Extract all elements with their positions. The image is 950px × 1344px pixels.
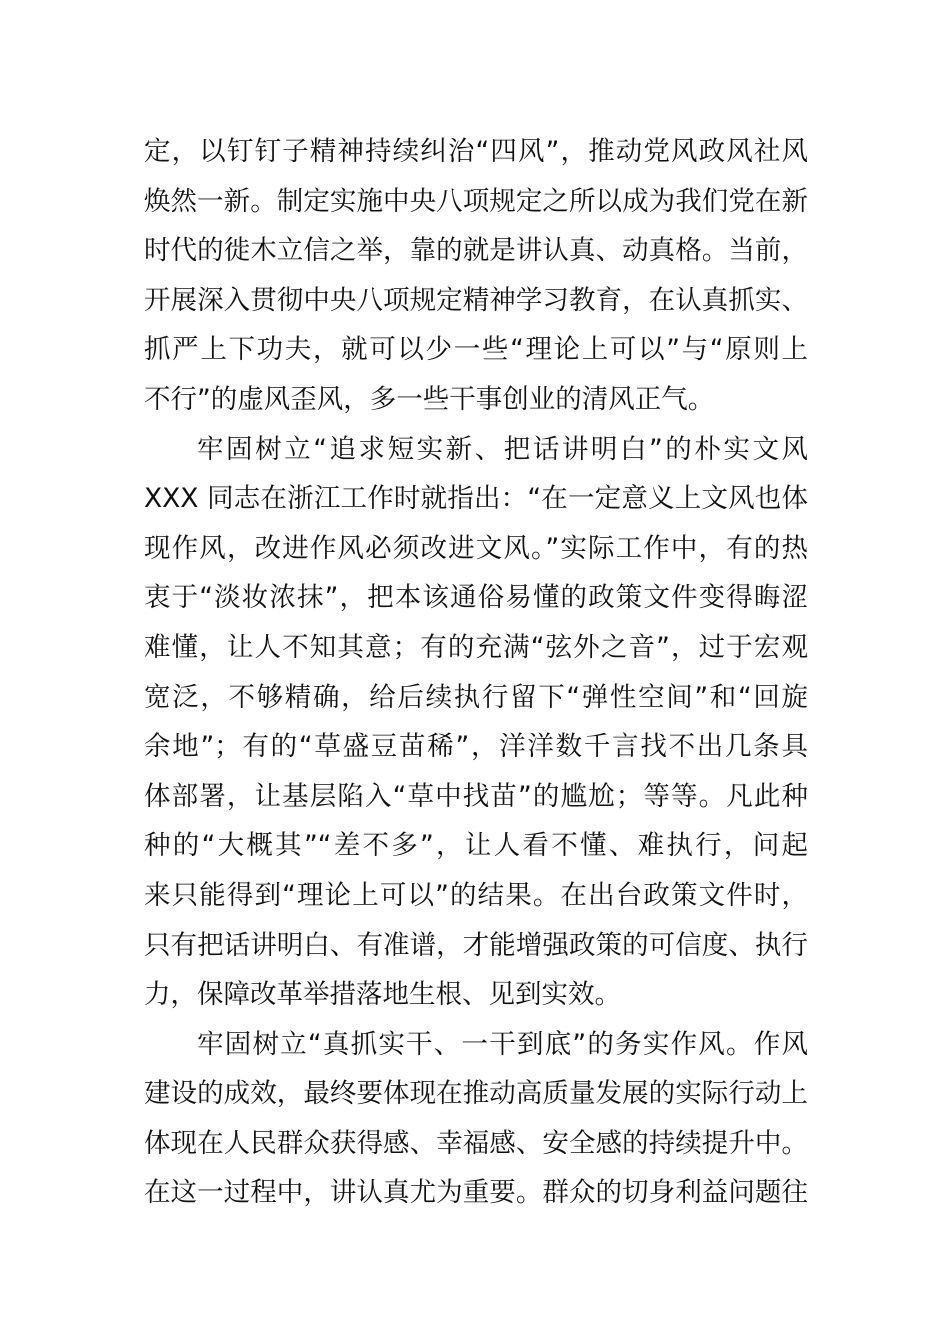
- text-line: 抓严上下功夫，就可以少一些“理论上可以”与“原则上: [144, 334, 808, 366]
- text-line: 难懂，让人不知其意；有的充满“弦外之音”，过于宏观: [144, 631, 808, 663]
- paragraph-end-line: 力，保障改革举措落地生根、见到实效。: [144, 979, 621, 1011]
- paragraph-heading-line: 牢固树立“真抓实干、一干到底”的务实作风。作风: [197, 1028, 808, 1060]
- text-line: 现作风，改进作风必须改进文风。”实际工作中，有的热: [144, 532, 808, 564]
- body-text: [144, 127, 808, 1218]
- text-line: 开展深入贯彻中央八项规定精神学习教育，在认真抓实、: [144, 284, 808, 316]
- text-line: XXX 同志在浙江工作时就指出：“在一定意义上文风也体: [144, 483, 808, 515]
- text-line: 宽泛，不够精确，给后续执行留下“弹性空间”和“回旋: [144, 681, 808, 713]
- text-line: 体部署，让基层陷入“草中找苗”的尴尬；等等。凡此种: [144, 780, 808, 812]
- text-line: 种的“大概其”“差不多”，让人看不懂、难执行，问起: [144, 830, 808, 862]
- text-line: 只有把话讲明白、有准谱，才能增强政策的可信度、执行: [144, 929, 808, 961]
- text-line: 定，以钉钉子精神持续纠治“四风”，推动党风政风社风: [144, 136, 808, 167]
- paragraph-heading-line: 牢固树立“追求短实新、把话讲明白”的朴实文风: [197, 433, 808, 465]
- text-line: 来只能得到“理论上可以”的结果。在出台政策文件时，: [144, 879, 808, 911]
- text-line: 余地”；有的“草盛豆苗稀”，洋洋数千言找不出几条具: [144, 731, 808, 763]
- text-line: 在这一过程中，讲认真尤为重要。群众的切身利益问题往: [144, 1177, 808, 1209]
- text-line: 焕然一新。制定实施中央八项规定之所以成为我们党在新: [144, 185, 808, 217]
- text-line: 衷于“淡妆浓抹”，把本该通俗易懂的政策文件变得晦涩: [144, 582, 808, 614]
- text-line: 建设的成效，最终要体现在推动高质量发展的实际行动上: [144, 1078, 808, 1110]
- text-line: 时代的徙木立信之举，靠的就是讲认真、动真格。当前，: [144, 235, 808, 267]
- paragraph-end-line: 不行”的虚风歪风，多一些干事创业的清风正气。: [144, 383, 715, 415]
- text-line: 体现在人民群众获得感、幸福感、安全感的持续提升中。: [144, 1127, 808, 1159]
